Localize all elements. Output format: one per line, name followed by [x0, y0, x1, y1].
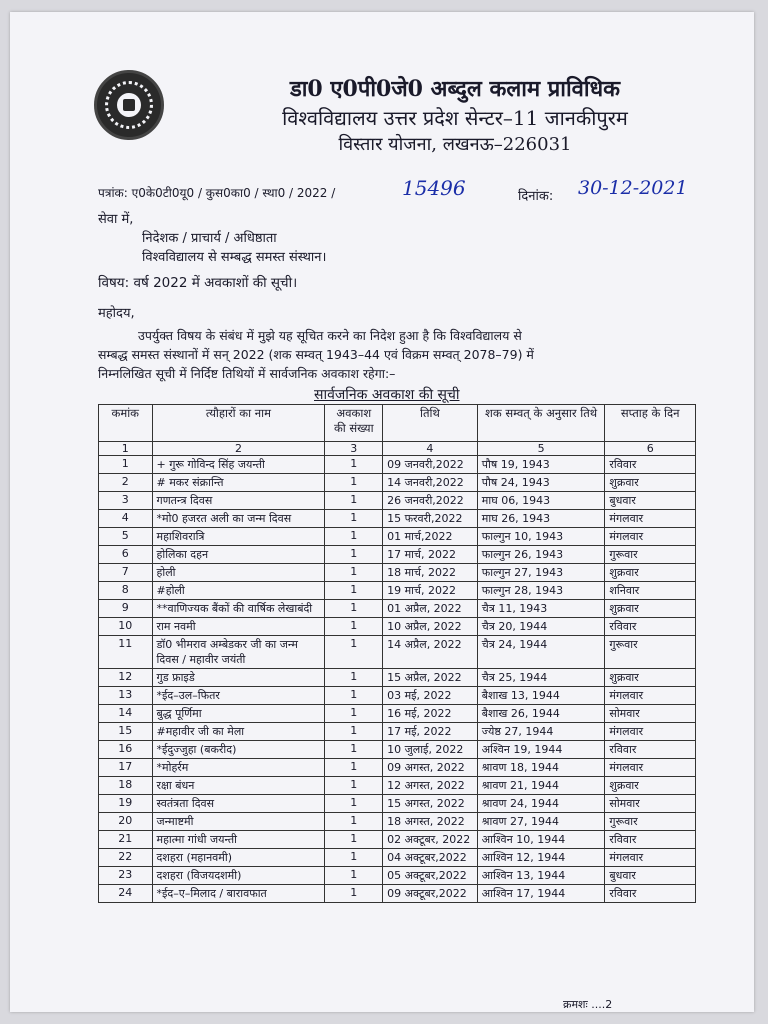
holiday-date: 03 मई, 2022	[383, 687, 478, 705]
weekday: शुक्रवार	[605, 600, 696, 618]
table-row	[99, 528, 696, 546]
serial-number: 18	[99, 777, 153, 795]
holiday-date: 02 अक्टूबर, 2022	[383, 831, 478, 849]
holiday-date: 05 अक्टूबर,2022	[383, 867, 478, 885]
holiday-name: बुद्ध पूर्णिमा	[152, 705, 325, 723]
holiday-date: 17 मार्च, 2022	[383, 546, 478, 564]
weekday: मंगलवार	[605, 759, 696, 777]
saka-date: अश्विन 19, 1944	[477, 741, 605, 759]
subject-line: विषय: वर्ष 2022 में अवकाशों की सूची।	[98, 275, 298, 291]
holiday-count: 1	[325, 546, 383, 564]
saka-date: श्रावण 27, 1944	[477, 813, 605, 831]
table-row	[99, 492, 696, 510]
saka-date: फाल्गुन 10, 1943	[477, 528, 605, 546]
holiday-count: 1	[325, 600, 383, 618]
serial-number: 9	[99, 600, 153, 618]
holiday-count: 1	[325, 723, 383, 741]
reference-number-handwritten: 15496	[402, 176, 466, 200]
serial-number: 21	[99, 831, 153, 849]
holiday-date: 12 अगस्त, 2022	[383, 777, 478, 795]
table-title: सार्वजनिक अवकाश की सूची	[314, 387, 460, 403]
holiday-count: 1	[325, 564, 383, 582]
holiday-count: 1	[325, 636, 383, 669]
saka-date: आश्विन 13, 1944	[477, 867, 605, 885]
serial-number: 13	[99, 687, 153, 705]
weekday: रविवार	[605, 885, 696, 903]
holiday-count: 1	[325, 705, 383, 723]
holiday-date: 01 अप्रैल, 2022	[383, 600, 478, 618]
weekday: शुक्रवार	[605, 669, 696, 687]
table-row	[99, 582, 696, 600]
serial-number: 12	[99, 669, 153, 687]
saka-date: फाल्गुन 27, 1943	[477, 564, 605, 582]
column-number: 4	[383, 442, 478, 456]
table-row	[99, 546, 696, 564]
weekday: शुक्रवार	[605, 777, 696, 795]
saka-date: पौष 24, 1943	[477, 474, 605, 492]
table-row	[99, 564, 696, 582]
table-row	[99, 795, 696, 813]
weekday: मंगलवार	[605, 528, 696, 546]
column-number: 1	[99, 442, 153, 456]
letterhead-line-1: डा0 ए0पी0जे0 अब्दुल कलाम प्राविधिक	[289, 76, 621, 102]
holiday-count: 1	[325, 474, 383, 492]
serial-number: 1	[99, 456, 153, 474]
holiday-date: 17 मई, 2022	[383, 723, 478, 741]
holiday-name: रक्षा बंधन	[152, 777, 325, 795]
table-row	[99, 867, 696, 885]
table-row	[99, 669, 696, 687]
serial-number: 6	[99, 546, 153, 564]
table-row	[99, 723, 696, 741]
holiday-count: 1	[325, 669, 383, 687]
table-row	[99, 636, 696, 669]
table-header-row	[99, 405, 696, 442]
holiday-name: दशहरा (महानवमी)	[152, 849, 325, 867]
saka-date: श्रावण 18, 1944	[477, 759, 605, 777]
holiday-name: *मोहर्रम	[152, 759, 325, 777]
holiday-count: 1	[325, 687, 383, 705]
table-row	[99, 813, 696, 831]
serial-number: 17	[99, 759, 153, 777]
table-row	[99, 849, 696, 867]
serial-number: 19	[99, 795, 153, 813]
letterhead	[215, 74, 695, 158]
saka-date: श्रावण 24, 1944	[477, 795, 605, 813]
weekday: रविवार	[605, 618, 696, 636]
column-number: 3	[325, 442, 383, 456]
column-number: 6	[605, 442, 696, 456]
holiday-count: 1	[325, 582, 383, 600]
table-row	[99, 831, 696, 849]
holiday-count: 1	[325, 813, 383, 831]
letterhead-line-3: विस्तार योजना, लखनऊ–226031	[338, 134, 572, 155]
column-header: शक सम्वत् के अनुसार तिथे	[477, 405, 605, 442]
holiday-name: जन्माष्टमी	[152, 813, 325, 831]
serial-number: 2	[99, 474, 153, 492]
weekday: सोमवार	[605, 705, 696, 723]
address-line-1: निदेशक / प्राचार्य / अधिष्ठाता	[142, 231, 277, 246]
weekday: मंगलवार	[605, 510, 696, 528]
holiday-name: *मो0 हजरत अली का जन्म दिवस	[152, 510, 325, 528]
holiday-name: **वाणिज्यक बैंकों की वार्षिक लेखाबंदी	[152, 600, 325, 618]
holiday-date: 04 अक्टूबर,2022	[383, 849, 478, 867]
greeting: महोदय,	[98, 306, 135, 321]
holiday-date: 15 अगस्त, 2022	[383, 795, 478, 813]
holiday-name: डॉ0 भीमराव अम्बेडकर जी का जन्म दिवस / महावीर जयंती	[152, 636, 325, 669]
weekday: रविवार	[605, 831, 696, 849]
column-number: 2	[152, 442, 325, 456]
column-header: त्यौहारों का नाम	[152, 405, 325, 442]
holiday-count: 1	[325, 795, 383, 813]
holiday-name: गुड फ्राइडे	[152, 669, 325, 687]
weekday: सोमवार	[605, 795, 696, 813]
serial-number: 8	[99, 582, 153, 600]
weekday: मंगलवार	[605, 687, 696, 705]
table-row	[99, 759, 696, 777]
holiday-date: 01 मार्च,2022	[383, 528, 478, 546]
date-label: दिनांक:	[518, 189, 554, 204]
serial-number: 16	[99, 741, 153, 759]
holiday-count: 1	[325, 831, 383, 849]
holiday-date: 10 जुलाई, 2022	[383, 741, 478, 759]
holiday-name: राम नवमी	[152, 618, 325, 636]
holiday-name: महाशिवरात्रि	[152, 528, 325, 546]
holiday-name: + गुरू गोविन्द सिंह जयन्ती	[152, 456, 325, 474]
serial-number: 14	[99, 705, 153, 723]
weekday: बुधवार	[605, 492, 696, 510]
table-row	[99, 618, 696, 636]
column-header: तिथि	[383, 405, 478, 442]
holiday-name: होली	[152, 564, 325, 582]
body-line-2: सम्बद्ध समस्त संस्थानों में सन् 2022 (शक सम्वत् 1943–44 एवं विक्रम सम्वत् 2078–79) में	[98, 347, 534, 362]
letterhead-line-2: विश्वविद्यालय उत्तर प्रदेश सेन्टर–11 जानकीपुरम	[282, 106, 628, 130]
saka-date: पौष 19, 1943	[477, 456, 605, 474]
holiday-name: महात्मा गांधी जयन्ती	[152, 831, 325, 849]
holiday-date: 15 फरवरी,2022	[383, 510, 478, 528]
holiday-name: *ईदुज्जुहा (बकरीद)	[152, 741, 325, 759]
holiday-count: 1	[325, 759, 383, 777]
column-number: 5	[477, 442, 605, 456]
continued-note: क्रमशः ....2	[563, 998, 613, 1011]
serial-number: 10	[99, 618, 153, 636]
salutation-to: सेवा में,	[98, 212, 134, 227]
weekday: गुरूवार	[605, 813, 696, 831]
column-number-row	[99, 442, 696, 456]
holiday-date: 10 अप्रैल, 2022	[383, 618, 478, 636]
holiday-count: 1	[325, 456, 383, 474]
serial-number: 3	[99, 492, 153, 510]
table-row	[99, 474, 696, 492]
weekday: शुक्रवार	[605, 474, 696, 492]
body-line-3: निम्नलिखित सूची में निर्दिष्ट तिथियों में सार्वजनिक अवकाश रहेगा:–	[98, 366, 396, 381]
saka-date: आश्विन 17, 1944	[477, 885, 605, 903]
holiday-count: 1	[325, 741, 383, 759]
saka-date: फाल्गुन 28, 1943	[477, 582, 605, 600]
saka-date: चैत्र 11, 1943	[477, 600, 605, 618]
weekday: शनिवार	[605, 582, 696, 600]
holiday-count: 1	[325, 528, 383, 546]
holiday-date: 18 अगस्त, 2022	[383, 813, 478, 831]
saka-date: चैत्र 24, 1944	[477, 636, 605, 669]
saka-date: आश्विन 12, 1944	[477, 849, 605, 867]
saka-date: श्रावण 21, 1944	[477, 777, 605, 795]
reference-label: पत्रांक: ए0के0टी0यू0 / कुस0का0 / स्था0 / 2022 /	[98, 186, 336, 200]
table-row	[99, 741, 696, 759]
serial-number: 7	[99, 564, 153, 582]
table-row	[99, 687, 696, 705]
holiday-count: 1	[325, 777, 383, 795]
saka-date: चैत्र 25, 1944	[477, 669, 605, 687]
serial-number: 23	[99, 867, 153, 885]
holiday-name: स्वतंत्रता दिवस	[152, 795, 325, 813]
holiday-date: 19 मार्च, 2022	[383, 582, 478, 600]
saka-date: माघ 06, 1943	[477, 492, 605, 510]
weekday: रविवार	[605, 741, 696, 759]
table-row	[99, 510, 696, 528]
weekday: बुधवार	[605, 867, 696, 885]
saka-date: माघ 26, 1943	[477, 510, 605, 528]
serial-number: 20	[99, 813, 153, 831]
weekday: रविवार	[605, 456, 696, 474]
saka-date: ज्येष्ठ 27, 1944	[477, 723, 605, 741]
holiday-date: 14 जनवरी,2022	[383, 474, 478, 492]
holiday-date: 09 अगस्त, 2022	[383, 759, 478, 777]
document-page	[10, 12, 754, 1012]
serial-number: 22	[99, 849, 153, 867]
holiday-date: 26 जनवरी,2022	[383, 492, 478, 510]
holiday-date: 18 मार्च, 2022	[383, 564, 478, 582]
weekday: शुक्रवार	[605, 564, 696, 582]
holiday-count: 1	[325, 492, 383, 510]
holiday-date: 15 अप्रैल, 2022	[383, 669, 478, 687]
table-row	[99, 705, 696, 723]
saka-date: चैत्र 20, 1944	[477, 618, 605, 636]
holiday-count: 1	[325, 849, 383, 867]
saka-date: बैशाख 13, 1944	[477, 687, 605, 705]
address-line-2: विश्वविद्यालय से सम्बद्ध समस्त संस्थान।	[142, 250, 327, 265]
holiday-date: 09 जनवरी,2022	[383, 456, 478, 474]
saka-date: बैशाख 26, 1944	[477, 705, 605, 723]
saka-date: आश्विन 10, 1944	[477, 831, 605, 849]
holiday-name: #होली	[152, 582, 325, 600]
weekday: मंगलवार	[605, 849, 696, 867]
table-row	[99, 777, 696, 795]
holiday-count: 1	[325, 885, 383, 903]
weekday: गुरूवार	[605, 546, 696, 564]
serial-number: 4	[99, 510, 153, 528]
holiday-name: *ईद–ए–मिलाद / बारावफात	[152, 885, 325, 903]
holiday-name: होलिका दहन	[152, 546, 325, 564]
table-row	[99, 456, 696, 474]
serial-number: 15	[99, 723, 153, 741]
holiday-count: 1	[325, 867, 383, 885]
serial-number: 24	[99, 885, 153, 903]
column-header: सप्ताह के दिन	[605, 405, 696, 442]
holiday-name: दशहरा (विजयदशमी)	[152, 867, 325, 885]
serial-number: 11	[99, 636, 153, 669]
holiday-date: 16 मई, 2022	[383, 705, 478, 723]
table-row	[99, 600, 696, 618]
holiday-table	[98, 404, 696, 903]
holiday-count: 1	[325, 510, 383, 528]
saka-date: फाल्गुन 26, 1943	[477, 546, 605, 564]
body-line-1: उपर्युक्त विषय के संबंध में मुझे यह सूचित करने का निदेश हुआ है कि विश्वविद्यालय से	[138, 328, 522, 343]
holiday-name: # मकर संक्रान्ति	[152, 474, 325, 492]
university-seal-icon	[94, 70, 164, 140]
table-row	[99, 885, 696, 903]
holiday-name: गणतन्त्र दिवस	[152, 492, 325, 510]
column-header: अवकाश की संख्या	[325, 405, 383, 442]
holiday-date: 09 अक्टूबर,2022	[383, 885, 478, 903]
holiday-name: *ईद–उल–फितर	[152, 687, 325, 705]
column-header: कमांक	[99, 405, 153, 442]
date-handwritten: 30-12-2021	[578, 177, 688, 199]
weekday: गुरूवार	[605, 636, 696, 669]
holiday-count: 1	[325, 618, 383, 636]
holiday-date: 14 अप्रैल, 2022	[383, 636, 478, 669]
holiday-name: #महावीर जी का मेला	[152, 723, 325, 741]
weekday: मंगलवार	[605, 723, 696, 741]
serial-number: 5	[99, 528, 153, 546]
